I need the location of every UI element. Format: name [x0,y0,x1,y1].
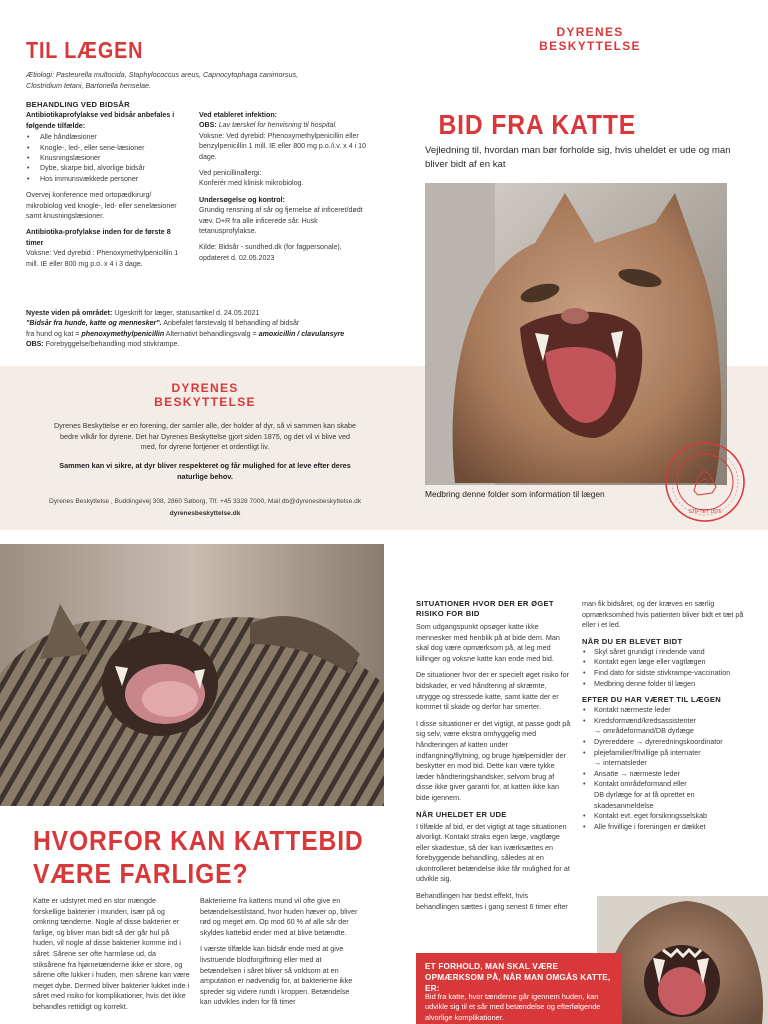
uheld-text: I tilfælde af bid, er det vigtigt at tage situationen alvorligt. Kontakt straks egen læge, vagtlæge eller skadestue, så der kan iværksættes en forebyggende behandling, således at en ukontrolleret betændelse ikke får mulighed for at udvikle sig. [416,821,570,884]
org-logo [100,381,310,409]
list-item: • Dybe, skarpe bid, alvorlige bidsår [26,163,188,173]
logo-line1: DYRENES [171,381,239,395]
list-item: • Kontakt evt. eget forsikringsselskab [582,811,748,822]
page-title-til-laegen: TIL LÆGEN [26,37,144,63]
bidt-list [582,647,748,689]
situationer-p2: De situationer hvor der er specielt øget risiko for bidskader, er ved håndtering af skræmte, utrygge og stressede katte, samt katte der er kommet til skade og derfor har smerter. [416,670,569,712]
warning-heading: ET FORHOLD, MAN SKAL VÆRE OPMÆRKSOM PÅ, NÅR MAN OMGÅS KATTE, ER: [425,962,611,993]
cover-logo [510,25,670,53]
logo-line1: DYRENES [556,25,624,39]
nyeste-obs-label: OBS: [26,340,44,349]
obs-text: Lav tærskel for henvisning til hospital. [218,121,338,130]
list-item: skadesanmeldelse [594,800,654,810]
nyeste-line3c: Alternativt behandlingsvalg = [164,329,259,338]
allergi-heading: Ved penicillinallergi: [199,169,262,178]
behandling-column [26,100,188,269]
kilde-text: Kilde: Bidsår - sundhed.dk (for fagpersonale), opdateret d. 02.05.2023 [199,243,342,262]
nyeste-viden [26,308,371,350]
cat-yawning-image [0,544,384,806]
cover-caption: Medbring denne folder som information til lægen [425,489,605,499]
logo-line2: BESKYTTELSE [154,395,256,409]
undersoegelse-text: Grundig rensning af sår og fjernelse af inficeret/dødt væv. D+R fra alle inficerede sår. Husk tetanusprofylakse. [199,206,363,236]
efter-heading: EFTER DU HAR VÆRET TIL LÆGEN [582,695,722,705]
list-item: • Kontakt nærmeste leder [582,705,748,716]
continued-text: man fik bidsåret, og der kræves en særlig opmærksomhed hvis patienten bliver bidt et tæt på eller i et led. [582,599,744,630]
allergi-text: Konferér med klinisk mikrobiolog. [199,179,304,188]
list-item: • Kredsformænd/kredsassistenter [582,716,748,727]
hvorfor-col2 [200,896,358,1008]
obs-label: OBS: [199,121,217,130]
infektion-heading: Ved etableret infektion: [199,111,278,119]
nyeste-line1: Ugeskrift for læger, statusartikel d. 24.05.2021 [112,309,260,317]
drug-alt: amoxicillin / clavulansyre [258,329,345,338]
hvorfor-col1: Katte er udstyret med en stor mængde forskellige bakterier i munden, især på og omkring tænderne. Nogle af disse bakterier er farlige, og bliver man bidt så der går hul på huden, vil nogle af disse bakterier komme ind i såret. Sårene ser ofte harmløse ud, da stiksårene fra hjørnetænderne ikke er store, og sårene ofte lukker i huden, men sårene kan være meget dybe. Dermed bliver bakterier lukket inde i såret med risiko for komplikationer, hvis det ikke behandles rettidigt og korrekt. [33,896,190,1011]
org-website-link[interactable]: dyrenesbeskyttelse.dk [169,510,241,517]
cat-hissing-image [425,183,727,485]
situationer-p1: Som udgangspunkt opsøger katte ikke mennesker med henblik på at bide dem. Man skal dog være opmærksom på, at leg med killinger og voksne katte kan ende med bid. [416,622,560,663]
cat-hissing-photo [425,183,727,485]
org-seal-icon [664,441,746,523]
bedst-text: Behandlingen har bedst effekt, hvis behandlingen sættes i gang senest 6 timer efter [416,891,568,911]
hvorfor-col2-p2: I værste tilfælde kan bidsår ende med at give livstruende blodforgiftning eller med at betændelsen i såret bliver så voldsom at en amputation er nødvendig for, at bakterierne ikke spreder sig videre rundt i kroppen. Betændelse kan udvikles inden for få timer [200,944,353,1007]
bidt-heading: NÅR DU ER BLEVET BIDT [582,636,683,646]
list-item: • Alle håndlæsioner [26,132,188,142]
list-item: • Kontakt egen læge eller vagtlægen [582,657,748,668]
list-item: • Ansatte → nærmeste leder [582,769,748,780]
hvorfor-title [33,824,385,890]
org-about: Dyrenes Beskyttelse er en forening, der samler alle, der holder af dyr, så vi sammen kan skabe bedre vilkår for dyrene. Det har Dyrenes Beskyttelse gjort siden 1875, og det vil vi blive ved med, for dyrene fortjener et ordentligt liv. [53,421,357,452]
list-item: • Alle frivillige i foreningen er dækket [582,822,748,833]
list-item: • Knusningslæsioner [26,153,188,163]
efter-list [582,705,748,832]
article-title: "Bidsår fra hunde, katte og mennesker". [26,319,162,328]
cat-yawning-photo [0,544,384,806]
list-item: → internatsleder [594,758,647,768]
cat-teeth-image [597,896,768,1024]
cat-teeth-photo [597,896,768,1024]
list-item: • Dyrereddere → dyreredningskoordinator [582,737,748,748]
overvej-text: Overvej konference med ortopædkirurg/ mikrobiolog ved knogle-, led- eller senelæsioner samt knusningslæsioner. [26,191,177,221]
hvorfor-title-line2: VÆRE FARLIGE? [33,858,249,889]
list-item: • Knogle-, led-, eller sene-læsioner [26,143,188,153]
cover-subtitle: Vejledning til, hvordan man bør forholde sig, hvis uheldet er ude og man bliver bidt af en kat [425,145,731,170]
list-item: • Find dato for sidste stivkrampe-vaccination [582,668,748,679]
warning-text: Bid fra katte, hvor tænderne går igennem huden, kan udvikle sig til et sår med betændelse og efterfølgende alvorlige komplikationer. [425,992,601,1022]
list-item: • plejefamilier/frivillige på internater [582,748,748,759]
nyeste-obs-text: Forebyggelse/behandling mod stivkrampe. [43,340,180,349]
profylakse-text: Voksne: Ved dyrebid : Phenoxymethylpenicillin 1 mill. IE eller 800 mg p.o. x 4 i 3 dage. [26,249,179,268]
org-address: Dyrenes Beskyttelse , Buddingevej 308, 2860 Søborg, Tlf. +45 3328 7000, Mail db@dyrenesbeskyttelse.dk [48,498,362,505]
list-item: • Kontakt områdeformand eller [582,779,748,790]
nyeste-label: Nyeste viden på området: [26,309,113,317]
nyeste-line2: Anbefalet førstevalg til behandling af bidsår [161,319,300,328]
list-item: • Hos immunsvækkede personer [26,174,188,184]
profylakse-heading: Antibiotika-profylakse inden for de første 8 timer [26,228,171,247]
behandling-heading: BEHANDLING VED BIDSÅR [26,100,130,109]
logo-line2: BESKYTTELSE [539,39,641,53]
antibiotika-intro: Antibiotikaprofylakse ved bidsår anbefales i følgende tilfælde: [26,111,175,130]
list-item: • Skyl såret grundigt i rindende vand [582,647,748,658]
list-item: • Medbring denne folder til lægen [582,679,748,690]
hvorfor-col2-p1: Bakterierne fra kattens mund vil ofte give en betændelsestilstand, hvor huden hæver op, bliver rød og meget øm. Op mod 60 % af alle sår der skyldes kattebid ender med at blive betændte. [200,896,358,937]
hvorfor-title-line1: HVORFOR KAN KATTEBID [33,825,364,856]
infektion-text: Voksne: Ved dyrebid: Phenoxymethylpenicillin eller benzylpenicillin 1 mill. IE eller 800 mg p.o./i.v. x 4 i 10 dage. [199,131,367,161]
drug-first: phenoxymethylpenicillin [81,329,165,338]
cover-title: BID FRA KATTE [438,109,637,140]
list-item: DB dyrlæge for at få oprettet en [594,789,695,799]
nyeste-line3a: fra hund og kat = [26,329,82,338]
situationer-heading: SITUATIONER HVOR DER ER ØGET RISIKO FOR BID [416,599,554,618]
situationer-column [416,599,571,912]
list-item: → områdeformand/DB dyrlæge [594,726,694,736]
uheld-heading: NÅR UHELDET ER UDE [416,809,507,819]
situationer-p3: I disse situationer er det vigtigt, at passe godt på sig selv, være ekstra omhyggelig med håndteringen af katten under indfangning/flytning, og bruge hjælpemidler der beskytter en mod bid. Dette kan være tykke læder håndteringshandsker, selvom brug af disse ikke giver garanti for, at katten ikke kan bide igennem. [416,718,571,802]
org-about-bold: Sammen kan vi sikre, at dyr bliver respekteret og får mulighed for at leve efter deres naturlige behov. [59,461,351,481]
indication-list [26,132,188,184]
undersoegelse-heading: Undersøgelse og kontrol: [199,195,285,204]
seal-text: STIFTET 1875 [688,509,722,515]
aetiologi-text: Ætiologi: Pasteurella multocida, Staphylococcus areus, Capnocytophaga canimorsus, Clostridium tetani, Bartonella henselae. [26,70,299,90]
bidt-column [582,599,748,832]
infektion-column [199,110,369,263]
